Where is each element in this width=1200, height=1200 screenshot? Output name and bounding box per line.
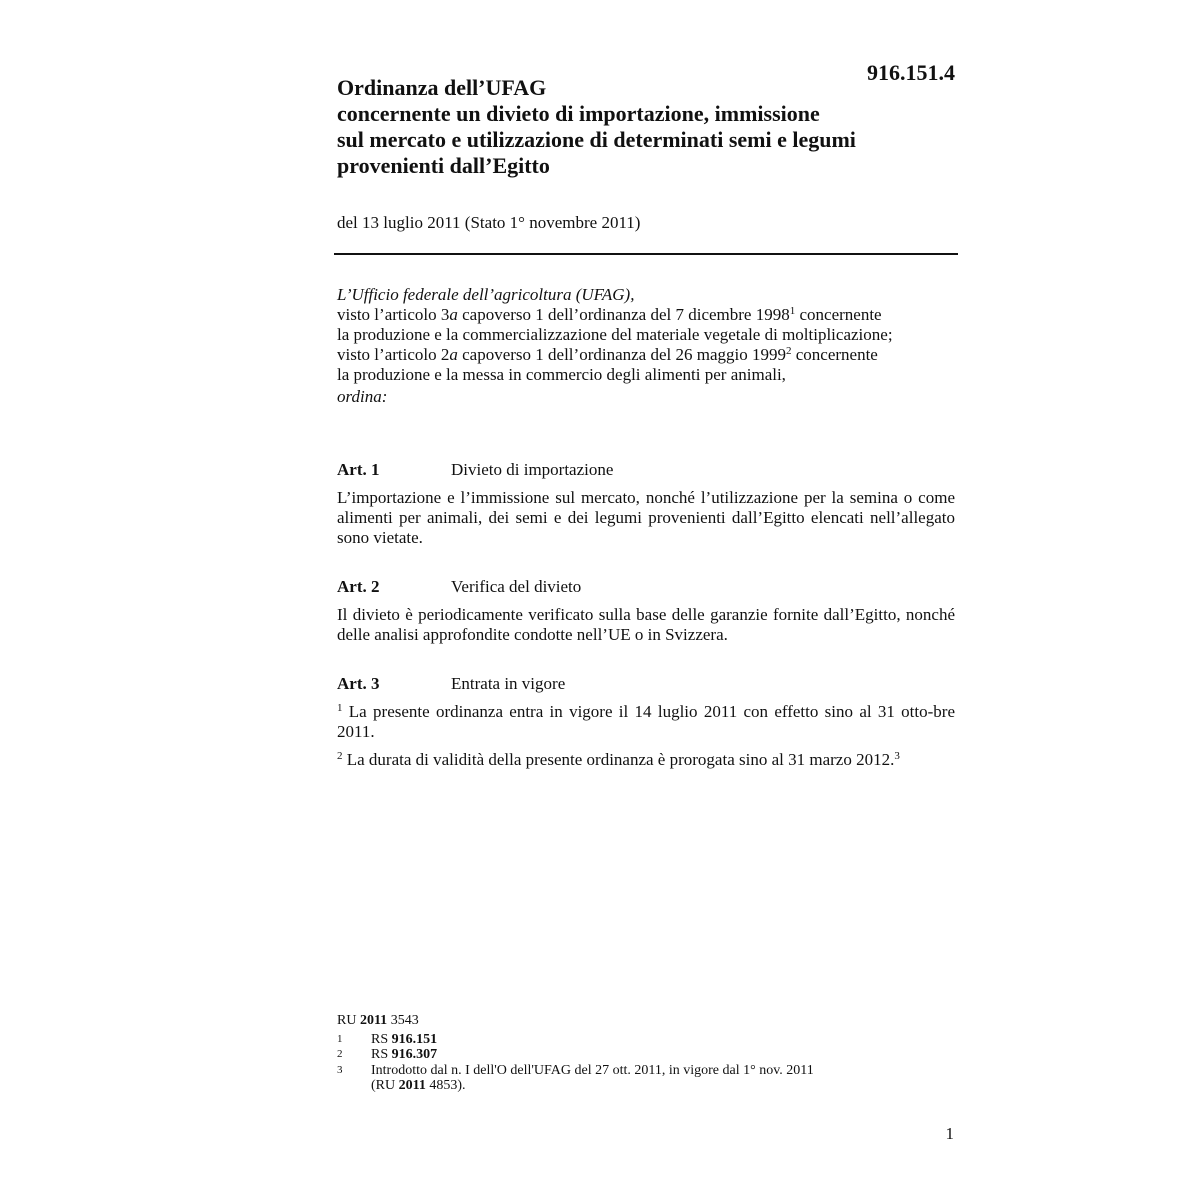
article-1-header xyxy=(337,460,957,480)
article-1-text: L’importazione e l’immissione sul mercato, nonché l’utilizzazione per la semina o come alimenti per animali, dei semi e dei legumi provenienti dall’Egitto elencati nell’allegato sono vietate. xyxy=(337,488,955,547)
footnote-3-line-2 xyxy=(371,1078,957,1093)
preamble-line-1 xyxy=(337,305,957,325)
article-1-number: Art. 1 xyxy=(337,460,380,479)
title-line-2: concernente un divieto di importazione, immissione xyxy=(337,101,820,126)
preamble-line-3 xyxy=(337,345,957,365)
footnote-ref-2[interactable]: 2 xyxy=(785,345,792,357)
title-line-3: sul mercato e utilizzazione di determinati semi e legumi xyxy=(337,127,856,152)
date-line: del 13 luglio 2011 (Stato 1° novembre 2011) xyxy=(337,213,641,232)
preamble-line-4: la produzione e la messa in commercio degli alimenti per animali, xyxy=(337,365,786,384)
page-number: 1 xyxy=(945,1124,954,1143)
footnote-1-prefix: RS xyxy=(371,1032,392,1047)
article-3-number: Art. 3 xyxy=(337,674,380,693)
ru-reference xyxy=(337,1012,419,1029)
footnote-3-line-2-a: (RU xyxy=(371,1078,399,1093)
document-title xyxy=(337,75,897,179)
article-2-heading: Verifica del divieto xyxy=(451,577,582,596)
article-3-paragraph-2 xyxy=(337,750,955,770)
paragraph-number-1: 1 xyxy=(337,702,343,714)
footnote-2-ref[interactable]: 916.307 xyxy=(391,1047,438,1062)
preamble xyxy=(337,285,957,407)
footnote-2-mark: 2 xyxy=(337,1048,343,1060)
footnote-3-line-1: Introdotto dal n. I dell'O dell'UFAG del 27 ott. 2011, in vigore dal 1° nov. 2011 xyxy=(371,1063,814,1078)
preamble-line-3-c: capoverso 1 dell’ordinanza del 26 maggio 1999 xyxy=(457,345,786,364)
title-divider xyxy=(334,253,958,255)
footnote-ref-3[interactable]: 3 xyxy=(894,750,900,762)
footnote-2 xyxy=(337,1047,957,1062)
sr-number: 916.151.4 xyxy=(867,60,955,85)
footnote-1 xyxy=(337,1032,957,1047)
article-2-text: Il divieto è periodicamente verificato sulla base delle garanzie fornite dall’Egitto, nonché delle analisi approfondite condotte nell’UE o in Svizzera. xyxy=(337,605,955,644)
preamble-line-3-b: a xyxy=(449,345,458,364)
ru-prefix: RU xyxy=(337,1013,360,1028)
title-line-4: provenienti dall’Egitto xyxy=(337,153,550,178)
ru-year: 2011 xyxy=(359,1013,388,1028)
article-3-paragraph-1 xyxy=(337,702,955,742)
preamble-line-3-d: concernente xyxy=(791,345,878,364)
footnote-2-prefix: RS xyxy=(371,1047,392,1062)
footnote-1-text xyxy=(371,1032,957,1047)
preamble-line-1-c: capoverso 1 dell’ordinanza del 7 dicembre 1998 xyxy=(457,305,790,324)
footnote-1-ref[interactable]: 916.151 xyxy=(391,1032,438,1047)
preamble-authority: L’Ufficio federale dell’agricoltura (UFAG), xyxy=(337,285,635,304)
paragraph-number-2: 2 xyxy=(337,750,343,762)
article-2-number: Art. 2 xyxy=(337,577,380,596)
ru-page: 3543 xyxy=(387,1013,419,1028)
footnote-3-mark: 3 xyxy=(337,1064,343,1076)
footnote-3 xyxy=(337,1063,957,1093)
preamble-line-1-a: visto l’articolo 3 xyxy=(337,305,450,324)
preamble-line-3-a: visto l’articolo 2 xyxy=(337,345,450,364)
article-3-paragraph-1-text: La presente ordinanza entra in vigore il 14 luglio 2011 con effetto sino al 31 otto-bre 2011. xyxy=(337,702,955,741)
article-3-header xyxy=(337,674,957,694)
article-2-header xyxy=(337,577,957,597)
title-line-1: Ordinanza dell’UFAG xyxy=(337,75,547,100)
preamble-line-2: la produzione e la commercializzazione del materiale vegetale di moltiplicazione; xyxy=(337,325,893,344)
preamble-ordina: ordina: xyxy=(337,387,388,406)
preamble-line-1-d: concernente xyxy=(795,305,882,324)
article-1-heading: Divieto di importazione xyxy=(451,460,614,479)
article-3-paragraph-2-text: La durata di validità della presente ordinanza è prorogata sino al 31 marzo 2012. xyxy=(342,750,895,769)
footnote-1-mark: 1 xyxy=(337,1033,343,1045)
footnote-2-text xyxy=(371,1047,957,1062)
article-3-heading: Entrata in vigore xyxy=(451,674,566,693)
footnote-3-year: 2011 xyxy=(398,1078,426,1093)
preamble-line-1-b: a xyxy=(449,305,458,324)
footnote-ref-1[interactable]: 1 xyxy=(789,305,796,317)
footnote-3-line-2-b: 4853). xyxy=(425,1078,466,1093)
